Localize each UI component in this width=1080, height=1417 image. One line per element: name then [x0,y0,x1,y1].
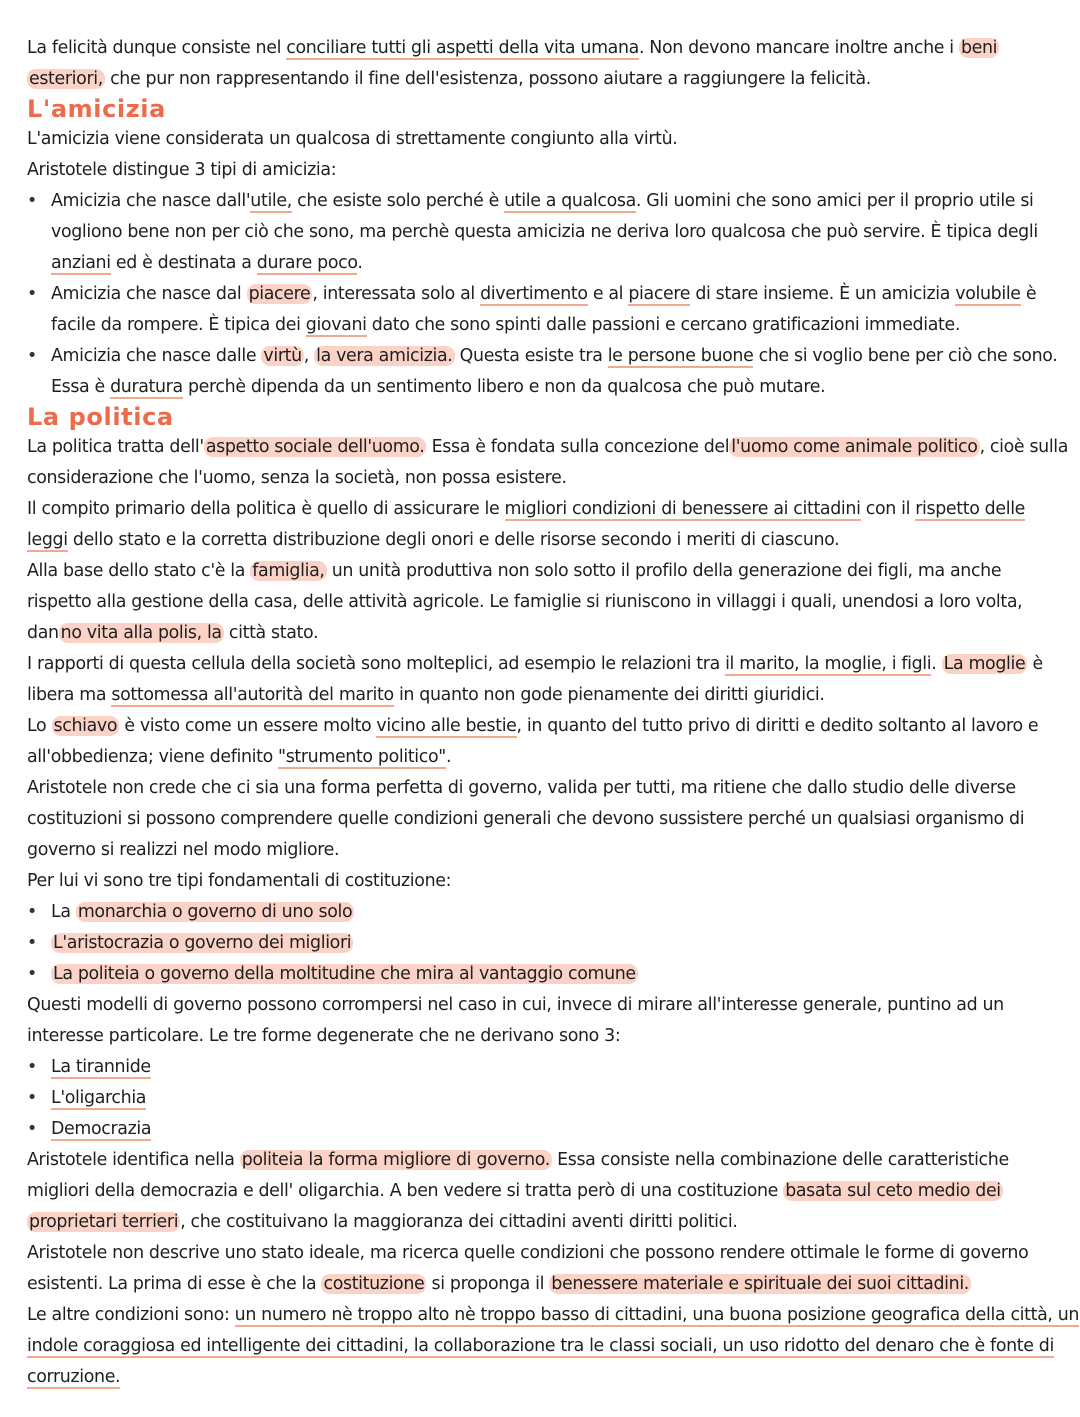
text: vogliono bene non per ciò che sono, ma perchè questa amicizia ne deriva loro qualcosa che può servire. È tipica degli [51,222,1038,242]
text-line [27,1269,1050,1300]
text-line [27,866,1050,897]
underlined-text: anziani [51,253,111,273]
underlined-text: L'oligarchia [51,1088,147,1108]
bullet-item [27,1083,1050,1114]
underlined-text: piacere [628,284,691,304]
underlined-text: vicino alle bestie [376,716,517,736]
bullet-item [27,1052,1050,1083]
text: , che costituivano la maggioranza dei cittadini aventi diritti politici. [180,1212,738,1232]
text: e al [587,284,629,304]
highlighted-text: costituzione [323,1274,425,1294]
text: è visto come un essere molto [119,716,377,736]
text-line [27,680,1050,711]
text-line [27,432,1069,463]
text-line [27,217,1050,248]
text: . [357,253,363,273]
text: Per lui vi sono tre tipi fondamentali di costituzione: [27,871,452,891]
text: La politica tratta dell' [27,437,204,457]
underlined-text: volubile [955,284,1021,304]
text: Questi modelli di governo possono corrompersi nel caso in cui, invece di mirare all'interesse generale, puntino ad un [27,995,1004,1015]
underlined-text: durare poco [256,253,358,273]
text-line [27,618,1050,649]
section-heading-politica: La politica [27,403,174,431]
text: migliori della democrazia e dell' oligarchia. A ben vedere si tratta però di una costituzione [27,1181,784,1201]
text: governo si realizzi nel modo migliore. [27,840,340,860]
text: all'obbedienza; viene definito [27,747,279,767]
text-line [27,835,1050,866]
text: si proponga il [426,1274,550,1294]
text-line [27,711,1050,742]
text: con il [860,499,916,519]
text-line [27,1021,1050,1052]
text-line [27,1362,1050,1393]
underlined-text: "strumento politico" [278,747,446,767]
text: Essa è fondata sulla concezione del [426,437,730,457]
text: . Gli uomini che sono amici per il proprio utile si [635,191,1034,211]
underlined-text: utile, [250,191,292,211]
text: Aristotele non descrive uno stato ideale, ma ricerca quelle condizioni che possono rendere ottimale le forme di governo [27,1243,1029,1263]
text: Aristotele distingue 3 tipi di amicizia: [27,160,337,180]
text-line [27,124,1050,155]
highlighted-text: virtù [263,346,302,366]
underlined-text: giovani [305,315,367,335]
text: libera ma [27,685,112,705]
underlined-text: utile a qualcosa [504,191,636,211]
text: I rapporti di questa cellula della società sono molteplici, ad esempio le relazioni tra [27,654,726,674]
underlined-text: indole coraggiosa ed intelligente dei cittadini, la collaborazione tra le classi sociali, un uso ridotto del denaro che è fonte di [27,1336,1054,1356]
text-line [27,556,1050,587]
highlighted-text: esteriori, [29,69,103,89]
highlighted-text: no vita alla polis, la [60,623,222,643]
underlined-text: duratura [110,377,183,397]
text-line [27,494,1050,525]
text: , cioè sulla [979,437,1069,457]
text-line [27,1145,1050,1176]
text-line [27,248,1050,279]
highlighted-text: piacere [248,284,311,304]
underlined-text: corruzione. [27,1367,121,1387]
text: in quanto non gode pienamente dei diritti giuridici. [393,685,825,705]
text: considerazione che l'uomo, senza la società, non possa esistere. [27,468,567,488]
bullet-item [27,341,1058,372]
text-line [27,463,1050,494]
bullet-item [27,897,1050,928]
text: città stato. [223,623,319,643]
text: che si voglio bene per ciò che sono. [753,346,1058,366]
text: Lo [27,716,52,736]
text: un unità produttiva non solo sotto il profilo della generazione dei figli, ma anche [326,561,1002,581]
highlighted-text: aspetto sociale dell'uomo. [205,437,425,457]
text: . [445,747,452,767]
text: . Non devono mancare inoltre anche i [638,38,959,58]
text-line [27,742,1050,773]
text: Questa esiste tra [454,346,608,366]
text-line [27,649,1050,680]
text: Essa consiste nella combinazione delle caratteristiche [551,1150,1009,1170]
text: esistenti. La prima di esse è che la [27,1274,322,1294]
text-line [27,1238,1050,1269]
underlined-text: rispetto delle [915,499,1026,519]
underlined-text: sottomessa all'autorità del marito [111,685,394,705]
text-line [27,587,1050,618]
text-line [27,1176,1050,1207]
bullet-item [27,928,1050,959]
bullet-item [27,186,1050,217]
text: Amicizia che nasce dalle [51,346,262,366]
highlighted-text: schiavo [53,716,118,736]
section-heading-amicizia: L'amicizia [27,95,166,123]
underlined-text: divertimento [480,284,588,304]
text-line [27,64,1050,95]
highlighted-text: La moglie [943,654,1026,674]
text: . [931,654,942,674]
text: dan [27,623,59,643]
text: costituzioni si possono comprendere quelle condizioni generali che devono sussistere perché un qualsiasi organismo di [27,809,1025,829]
highlighted-text: La politeia o governo della moltitudine che mira al vantaggio comune [53,964,636,984]
text-line [27,1207,1050,1238]
highlighted-text: basata sul ceto medio dei [785,1181,1001,1201]
highlighted-text: politeia la forma migliore di governo. [241,1150,550,1170]
text: di stare insieme. È un amicizia [690,284,956,304]
text-line [27,525,1050,556]
text: Le altre condizioni sono: [27,1305,235,1325]
highlighted-text: benessere materiale e spirituale dei suoi cittadini. [551,1274,969,1294]
underlined-text: le persone buone [607,346,754,366]
highlighted-text: monarchia o governo di uno solo [77,902,353,922]
text-line [27,155,1050,186]
text: , interessata solo al [312,284,481,304]
text-line [27,310,1050,341]
text: che esiste solo perché è [291,191,505,211]
text-line [27,1331,1054,1362]
highlighted-text: beni [960,38,998,58]
text: facile da rompere. È tipica dei [51,315,306,335]
text: dello stato e la corretta distribuzione degli onori e delle risorse secondo i meriti di ciascuno. [67,530,840,550]
text-line [27,990,1050,1021]
text: Alla base dello stato c'è la [27,561,251,581]
underlined-text: il marito, la moglie, i figli [725,654,932,674]
underlined-text: conciliare tutti gli aspetti della vita umana [286,38,639,58]
text: La felicità dunque consiste nel [27,38,287,58]
text: interesse particolare. Le tre forme degenerate che ne derivano sono 3: [27,1026,621,1046]
text: è [1020,284,1037,304]
text: Amicizia che nasce dal [51,284,247,304]
text: dato che sono spinti dalle passioni e cercano gratificazioni immediate. [366,315,961,335]
text: , in quanto del tutto privo di diritti e dedito soltanto al lavoro e [516,716,1039,736]
text: rispetto alla gestione della casa, delle attività agricole. Le famiglie si riuniscono in villaggi i quali, unendosi a loro volta, [27,592,1023,612]
text-line [27,1300,1080,1331]
bullet-item [27,279,1050,310]
text: Essa è [51,377,111,397]
highlighted-text: famiglia, [252,561,325,581]
text: Aristotele identifica nella [27,1150,240,1170]
highlighted-text: la vera amicizia. [316,346,453,366]
text: perchè dipenda da un sentimento libero e non da qualcosa che può mutare. [182,377,826,397]
underlined-text: Democrazia [51,1119,152,1139]
text: L'amicizia viene considerata un qualcosa di strettamente congiunto alla virtù. [27,129,678,149]
text-line [27,773,1050,804]
text-line [27,804,1050,835]
text-line [27,33,1050,64]
highlighted-text: L'aristocrazia o governo dei migliori [53,933,352,953]
text: che pur non rappresentando il fine dell'esistenza, possono aiutare a raggiungere la felicità. [104,69,871,89]
underlined-text: leggi [27,530,68,550]
bullet-item [27,1114,1050,1145]
text: è [1027,654,1043,674]
text: , [303,346,315,366]
text: Amicizia che nasce dall' [51,191,251,211]
text-line [27,372,1050,403]
underlined-text: migliori condizioni di benessere ai cittadini [504,499,861,519]
text: ed è destinata a [110,253,257,273]
text: La [51,902,76,922]
highlighted-text: l'uomo come animale politico [731,437,978,457]
bullet-item [27,959,1050,990]
underlined-text: un numero nè troppo alto nè troppo basso di cittadini, una buona posizione geografica della città, un [234,1305,1080,1325]
text: Il compito primario della politica è quello di assicurare le [27,499,505,519]
highlighted-text: proprietari terrieri [29,1212,179,1232]
text: Aristotele non crede che ci sia una forma perfetta di governo, valida per tutti, ma ritiene che dallo studio delle diverse [27,778,1016,798]
underlined-text: La tirannide [51,1057,151,1077]
